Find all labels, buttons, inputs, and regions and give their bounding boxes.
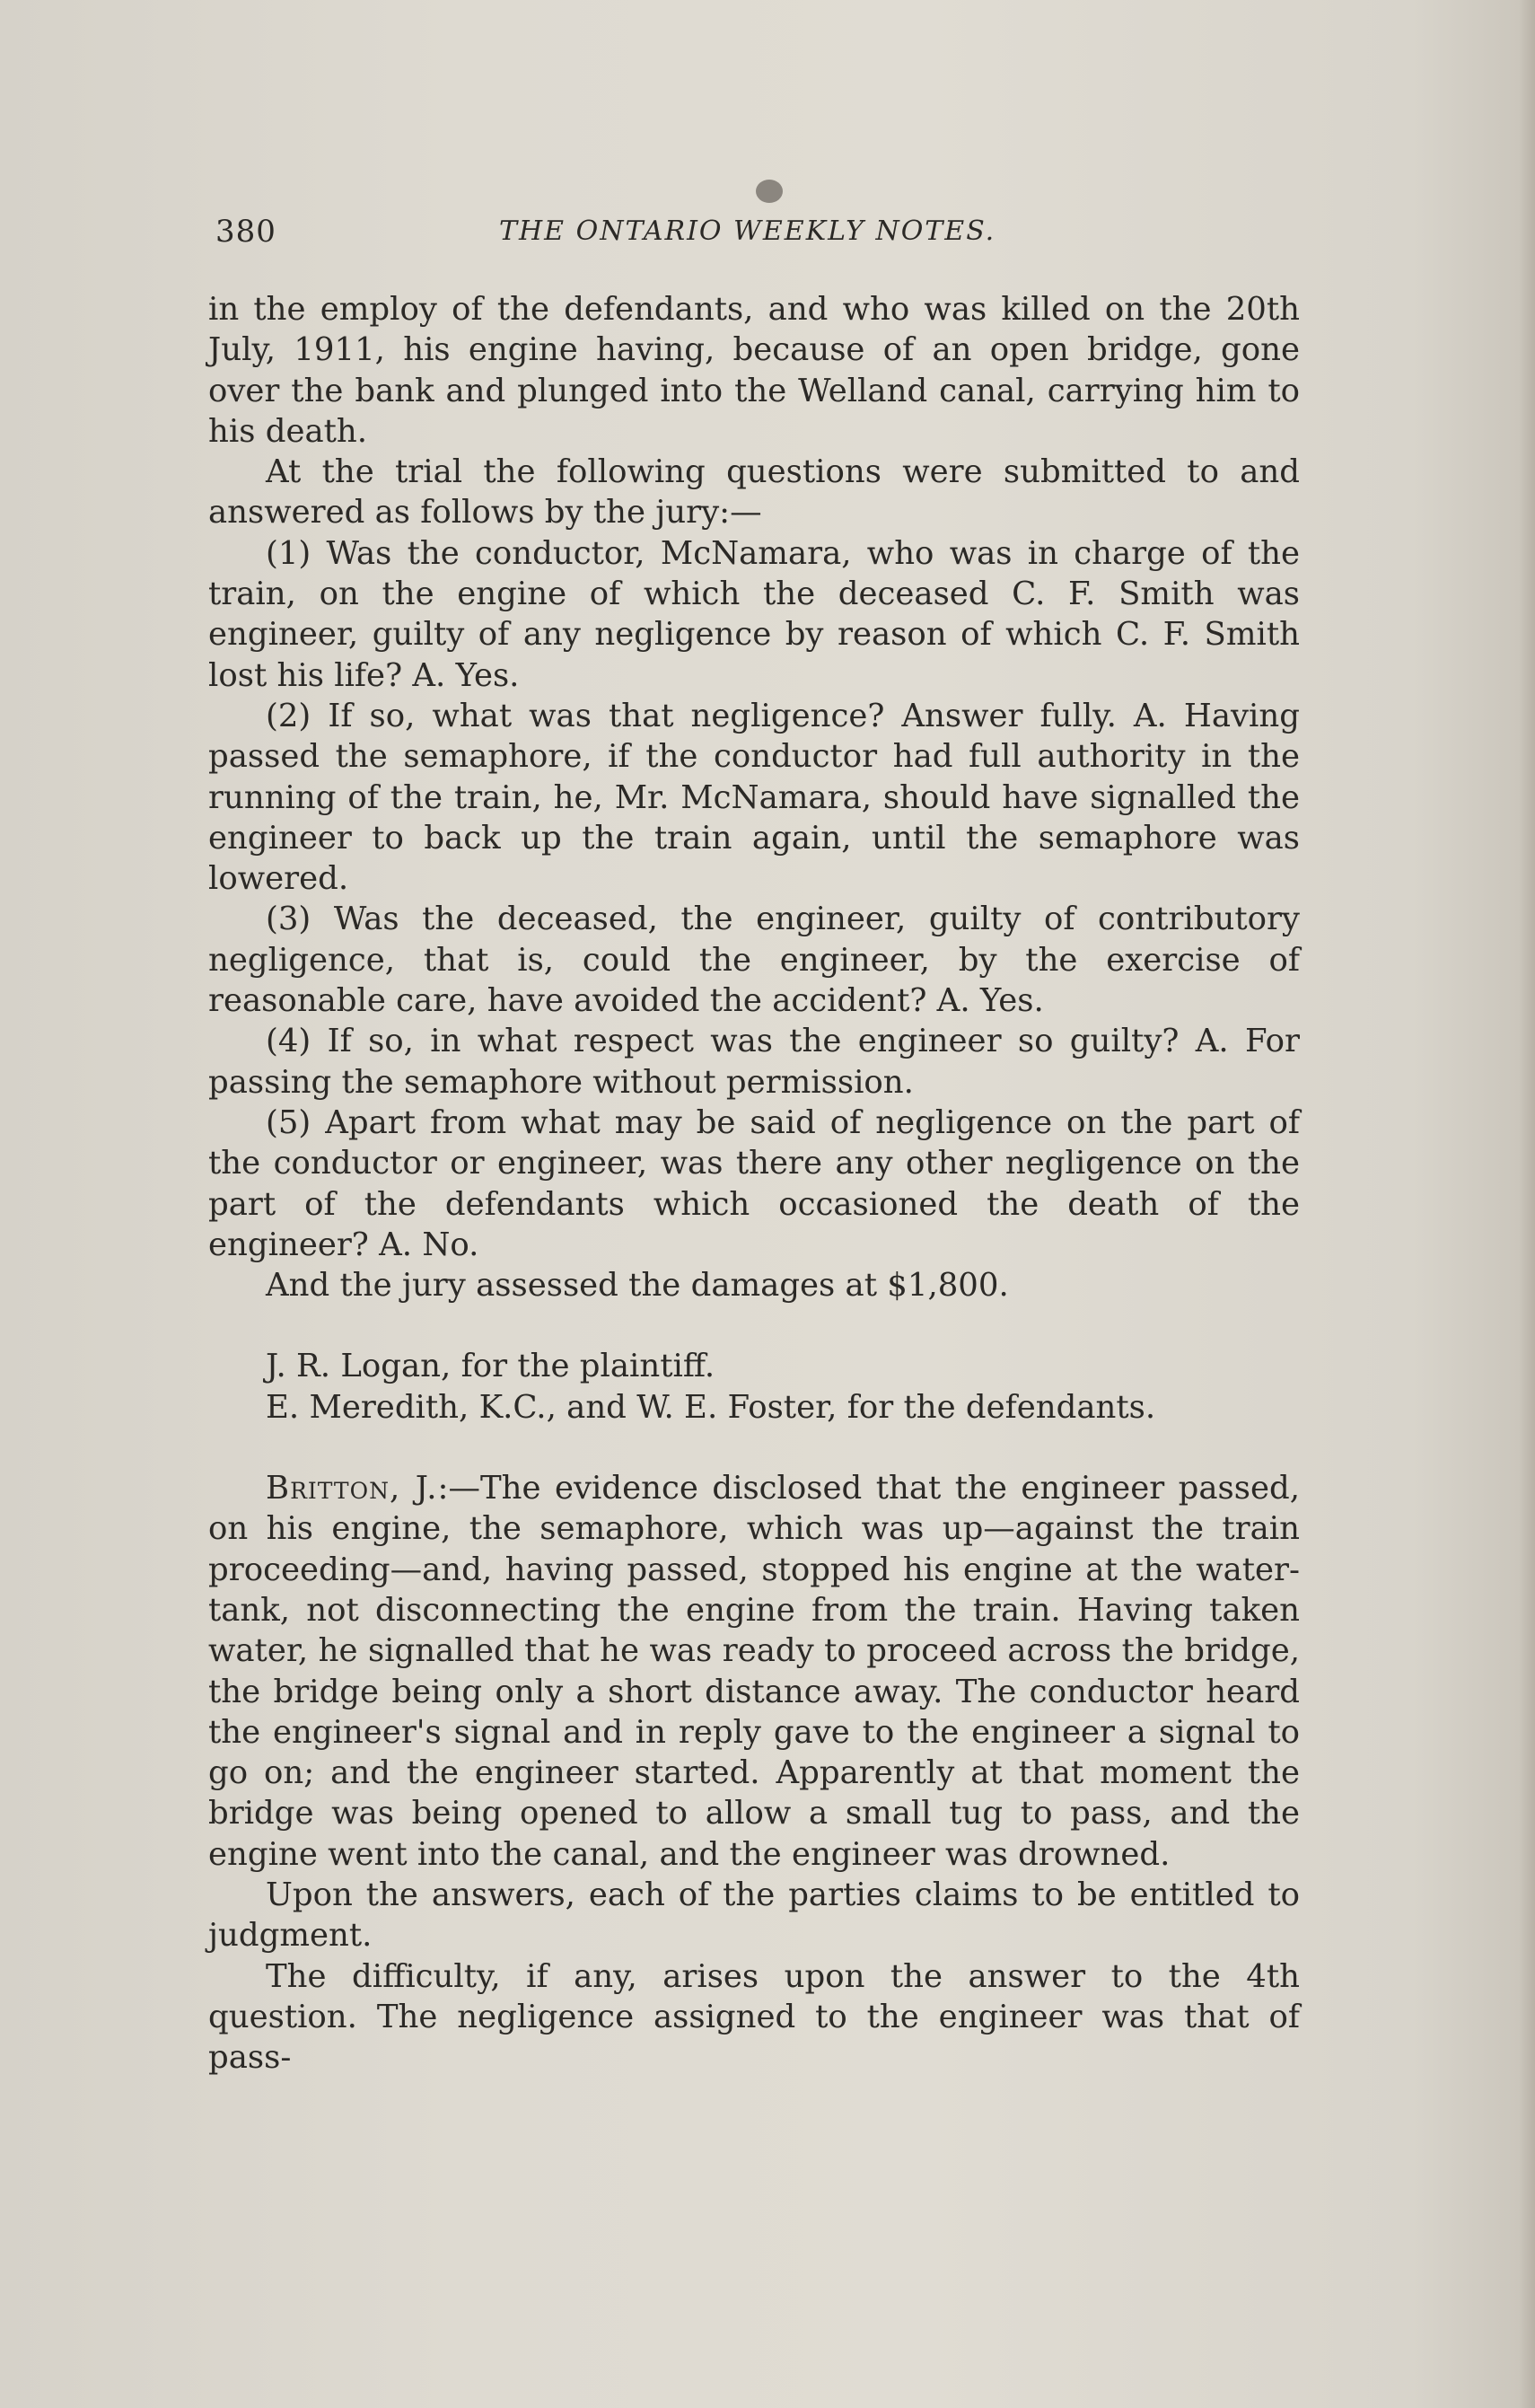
- judgment-opening: [208, 1468, 1300, 1875]
- jury-question-2: (2) If so, what was that negligence? Answer fully. A. Having passed the semaphore, if the conductor had full authority in the running of the train, he, Mr. McNamara, should have signalled the engineer to back up the train again, until the semaphore was lowered.: [208, 697, 1300, 898]
- counsel-defendants: E. Meredith, K.C., and W. E. Foster, for the defendants.: [266, 1388, 1156, 1426]
- jury-question-1: (1) Was the conductor, McNamara, who was in charge of the train, on the engine of which the deceased C. F. Smith was engineer, guilty of any negligence by reason of which C. F. Smith lost his life? A. Yes.: [208, 534, 1300, 694]
- judge-name: Britton, J.: [266, 1470, 438, 1507]
- jury-question-5: (5) Apart from what may be said of negligence on the part of the conductor or engineer, was there any other negligence on the part of the defendants which occasioned the death of the engineer? A. No.: [208, 1103, 1300, 1263]
- page-edge-shadow: [1519, 0, 1535, 2408]
- judgment-opening-text: :—The evidence disclosed that the engineer passed, on his engine, the semaphore, which was up—against the train proceeding—and, having passed, stopped his engine at the water-tank, not disconnecting the engine from the train. Having taken water, he signalled that he was ready to proceed across the bridge, the bridge being only a short distance away. The conductor heard the engineer's signal and in reply gave to the engineer a signal to go on; and the engineer started. Apparently at that moment the bridge was being opened to allow a small tug to pass, and the engine went into the canal, and the engineer was drowned.: [208, 1470, 1300, 1873]
- paragraph-continuation: in the employ of the defendants, and who was killed on the 20th July, 1911, his engine having, because of an open bridge, gone over the bank and plunged into the Welland canal, carrying him to his death.: [208, 291, 1300, 450]
- counsel-plaintiff: J. R. Logan, for the plaintiff.: [266, 1348, 715, 1385]
- running-title: THE ONTARIO WEEKLY NOTES.: [499, 215, 996, 247]
- jury-question-4: (4) If so, in what respect was the engineer so guilty? A. For passing the semaphore without permission.: [208, 1023, 1300, 1101]
- page-number: 380: [215, 214, 276, 250]
- body-text: [208, 289, 1300, 2078]
- ink-blot: [756, 180, 783, 203]
- section-spacer: [208, 1305, 1300, 1346]
- paragraph-trial: At the trial the following questions were submitted to and answered as follows by the jury:—: [208, 453, 1300, 532]
- judgment-paragraph: Upon the answers, each of the parties claims to be entitled to judgment.: [208, 1876, 1300, 1955]
- judgment-paragraph: The difficulty, if any, arises upon the answer to the 4th question. The negligence assigned to the engineer was that of pass-: [208, 1957, 1300, 2077]
- page-header: [215, 214, 1023, 255]
- paragraph-damages: And the jury assessed the damages at $1,800.: [266, 1267, 1009, 1305]
- jury-question-3: (3) Was the deceased, the engineer, guilty of contributory negligence, that is, could the engineer, by the exercise of reasonable care, have avoided the accident? A. Yes.: [208, 901, 1300, 1020]
- section-spacer: [208, 1428, 1300, 1468]
